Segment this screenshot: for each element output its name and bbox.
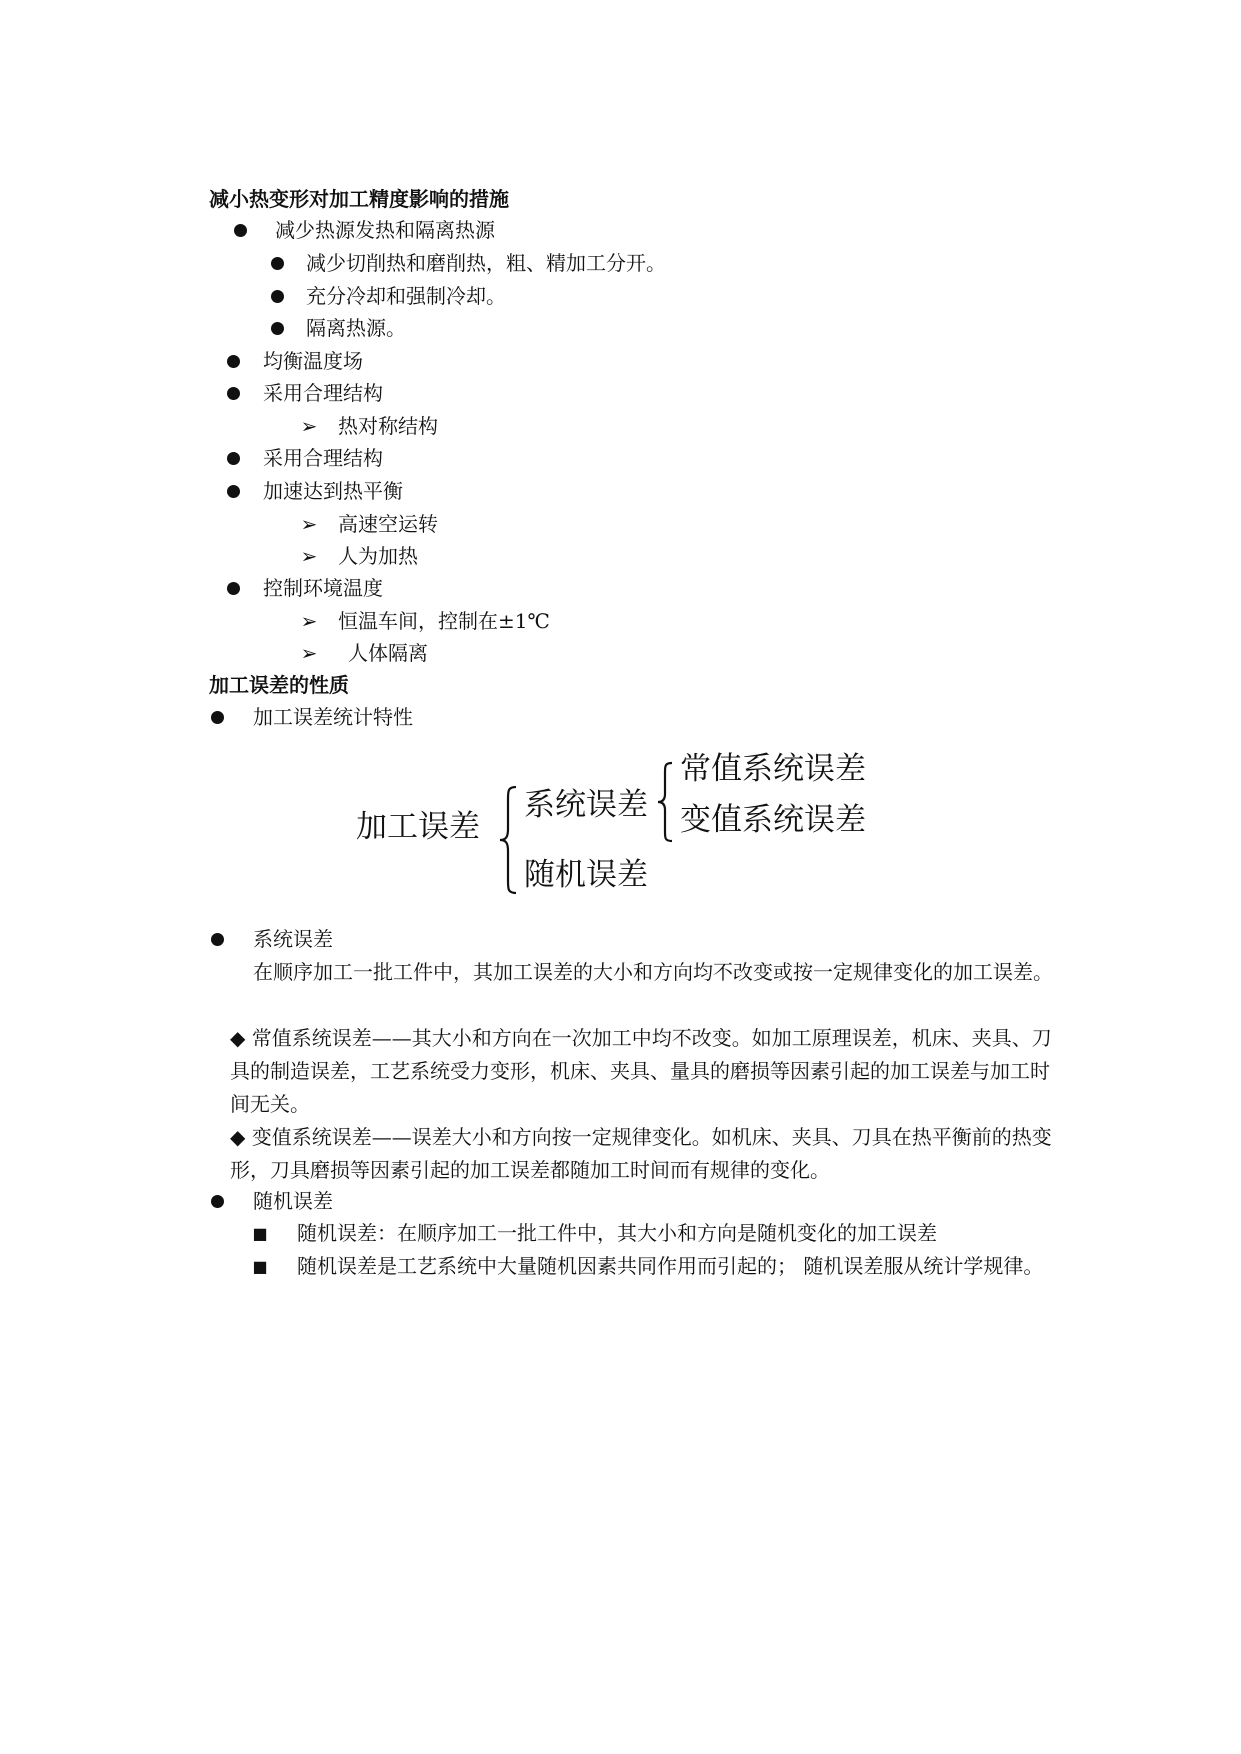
diagram-root-label: 加工误差 [356,809,480,845]
diagram-constant-label: 常值系统误差 [680,751,866,787]
variable-systematic-paragraph [230,1121,1053,1187]
arrow-bullet-icon: ➢ [300,609,318,633]
arrow-bullet-icon: ➢ [300,544,318,568]
list-item: 人为加热 [338,544,418,568]
list-item: 减少热源发热和隔离热源 [275,218,495,242]
bullet-dot [265,281,289,311]
list-item: 减少切削热和磨削热，粗、精加工分开。 [306,251,666,275]
diagram-brace-inner [656,761,676,843]
diagram-random-label: 随机误差 [524,857,648,893]
diagram-systematic-label: 系统误差 [524,787,648,823]
arrow-bullet-icon: ➢ [300,414,318,438]
arrow-bullet-icon: ➢ [300,641,318,665]
bullet-dot [265,313,289,343]
systematic-definition: 在顺序加工一批工件中，其加工误差的大小和方向均不改变或按一定规律变化的加工误差。 [253,960,1053,984]
constant-text: 其大小和方向在一次加工中均不改变。如加工原理误差，机床、夹具、刀具的制造误差，工艺系统受力变形，机床、夹具、量具的磨损等因素引起的加工误差与加工时间无关。 [230,1026,1052,1116]
square-bullet-icon: ■ [252,1224,268,1243]
list-item: 恒温车间，控制在±1℃ [338,609,550,633]
list-item: 加速达到热平衡 [263,479,403,503]
diagram-brace-outer [498,785,520,895]
bullet-dot [221,573,245,603]
bullet-dot [205,702,229,732]
random-item: 随机误差：在顺序加工一批工件中，其大小和方向是随机变化的加工误差 [297,1221,937,1245]
bullet-dot [221,443,245,473]
list-item: 控制环境温度 [263,576,383,600]
bullet-dot [205,1186,229,1216]
random-item: 随机误差是工艺系统中大量随机因素共同作用而引起的； 随机误差服从统计学规律。 [297,1254,1044,1278]
list-item: 均衡温度场 [263,349,363,373]
error-classification-diagram [350,745,910,905]
constant-term: 常值系统误差—— [251,1026,412,1050]
constant-systematic-paragraph [230,1022,1053,1121]
bullet-dot [221,346,245,376]
list-item: 随机误差 [253,1189,333,1213]
list-item: 充分冷却和强制冷却。 [306,284,506,308]
bullet-dot [205,924,229,954]
arrow-bullet-icon: ➢ [300,512,318,536]
bullet-dot [228,215,252,245]
list-item: 加工误差统计特性 [253,705,413,729]
variable-text: 误差大小和方向按一定规律变化。如机床、夹具、刀具在热平衡前的热变形，刀具磨损等因素引起的加工误差都随加工时间而有规律的变化。 [230,1125,1052,1182]
list-item: 采用合理结构 [263,446,383,470]
square-bullet-icon: ■ [252,1257,268,1276]
list-item: 人体隔离 [348,641,428,665]
list-item: 采用合理结构 [263,381,383,405]
bullet-dot [265,248,289,278]
diamond-bullet-icon: ◆ [230,1125,252,1149]
section-heading-heat-deformation: 减小热变形对加工精度影响的措施 [209,187,509,211]
bullet-dot [221,378,245,408]
list-item: 高速空运转 [338,512,438,536]
diamond-bullet-icon: ◆ [230,1026,252,1050]
list-item: 系统误差 [253,927,333,951]
diagram-variable-label: 变值系统误差 [680,802,866,838]
section-heading-error-nature: 加工误差的性质 [209,673,349,697]
list-item: 热对称结构 [338,414,438,438]
list-item: 隔离热源。 [306,316,406,340]
bullet-dot [221,476,245,506]
variable-term: 变值系统误差—— [251,1125,412,1149]
